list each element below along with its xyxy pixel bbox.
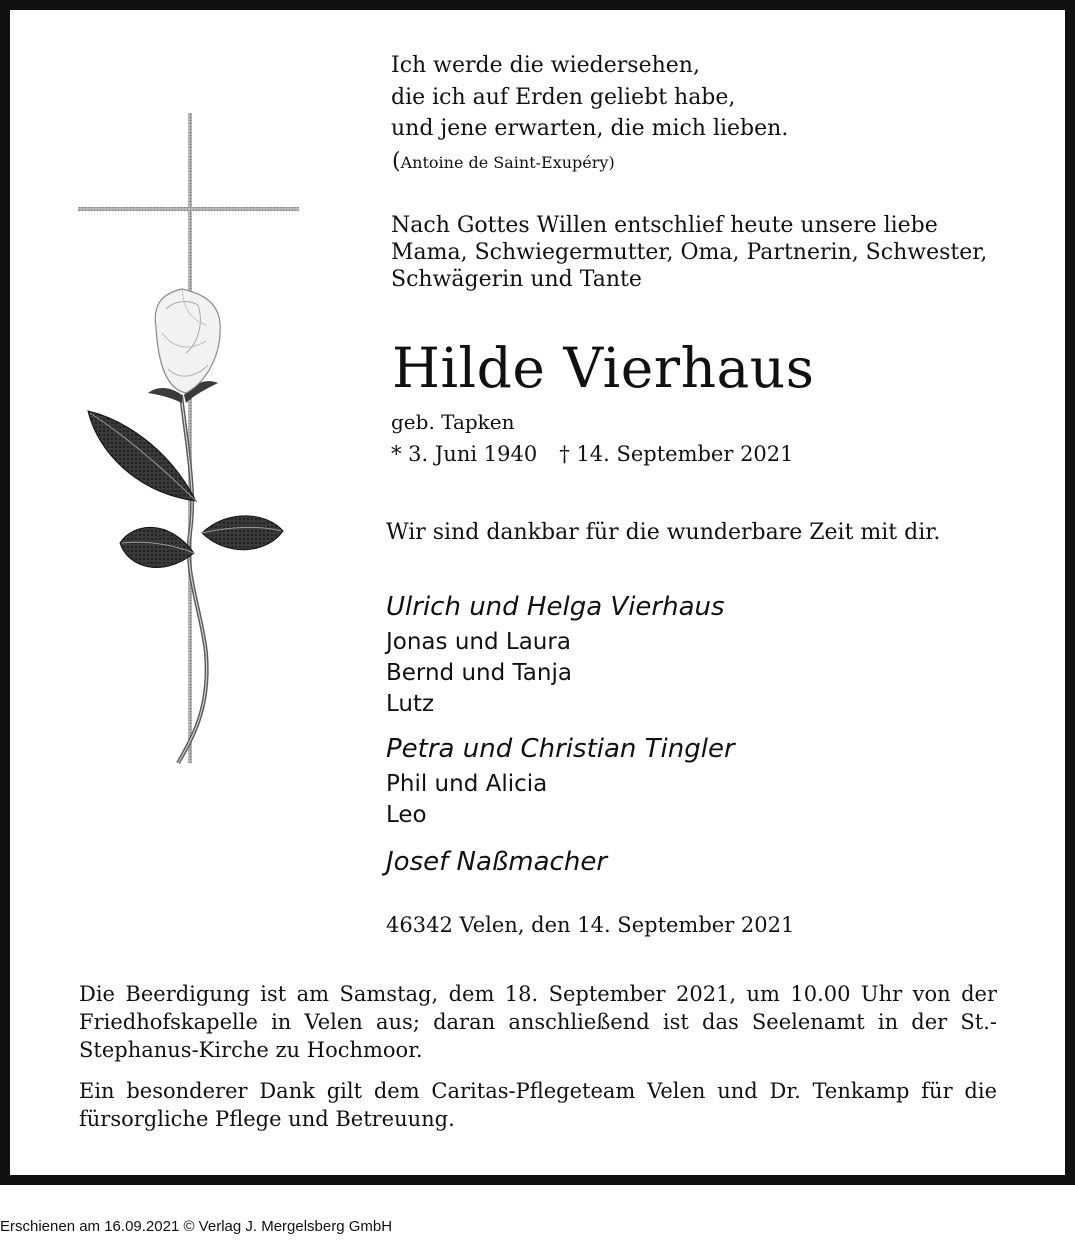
birth-name: geb. Tapken <box>391 410 515 434</box>
thanks-line: Wir sind dankbar für die wunderbare Zeit mit dir. <box>386 520 941 545</box>
funeral-info: Die Beerdigung ist am Samstag, dem 18. September 2021, um 10.00 Uhr von der Friedhofskapelle in Velen aus; daran anschließend ist das Seelenamt in der St.-Stephanus-Kirche zu Hochmoor. <box>79 982 997 1062</box>
intro-line: Nach Gottes Willen entschlief heute unsere liebe <box>391 213 938 238</box>
family-member: Phil und Alicia <box>386 771 548 797</box>
cross-rose-illustration <box>78 113 318 793</box>
family-member: Jonas und Laura <box>386 629 571 655</box>
death-date: † 14. September 2021 <box>559 442 794 466</box>
rose-leaf-lower-left <box>120 527 194 567</box>
quote-author-open-paren: ( <box>392 149 401 174</box>
deceased-name: Hilde Vierhaus <box>392 336 815 400</box>
life-dates <box>391 442 794 466</box>
cross-horizontal-beam <box>78 207 299 211</box>
quote-author <box>392 149 615 174</box>
publication-footer: Erschienen am 16.09.2021 © Verlag J. Mergelsberg GmbH <box>0 1218 393 1235</box>
family-name: Petra und Christian Tingler <box>386 734 735 764</box>
rose-leaf-upper <box>88 411 196 501</box>
family-name: Ulrich und Helga Vierhaus <box>386 592 725 622</box>
place-date: 46342 Velen, den 14. September 2021 <box>386 913 795 937</box>
quote-line: Ich werde die wiedersehen, <box>391 53 700 78</box>
family-member: Bernd und Tanja <box>386 660 572 686</box>
intro-line: Mama, Schwiegermutter, Oma, Partnerin, Schwester, <box>391 240 988 265</box>
family-member: Lutz <box>386 691 435 717</box>
announcement-intro <box>391 212 987 293</box>
gratitude-note: Ein besonderer Dank gilt dem Caritas-Pflegeteam Velen und Dr. Tenkamp für die fürsorgliche Pflege und Betreuung. <box>79 1079 997 1131</box>
quote-block <box>391 50 788 145</box>
rose-leaf-lower-right <box>202 516 283 550</box>
intro-line: Schwägerin und Tante <box>391 267 642 292</box>
rose-bloom <box>155 289 220 393</box>
quote-line: die ich auf Erden geliebt habe, <box>391 84 736 110</box>
family-member: Leo <box>386 802 427 828</box>
quote-line: und jene erwarten, die mich lieben. <box>391 116 789 141</box>
quote-author-name: Antoine de Saint-Exupéry) <box>400 153 615 172</box>
family-name: Josef Naßmacher <box>386 847 608 877</box>
birth-date: * 3. Juni 1940 <box>391 442 538 466</box>
